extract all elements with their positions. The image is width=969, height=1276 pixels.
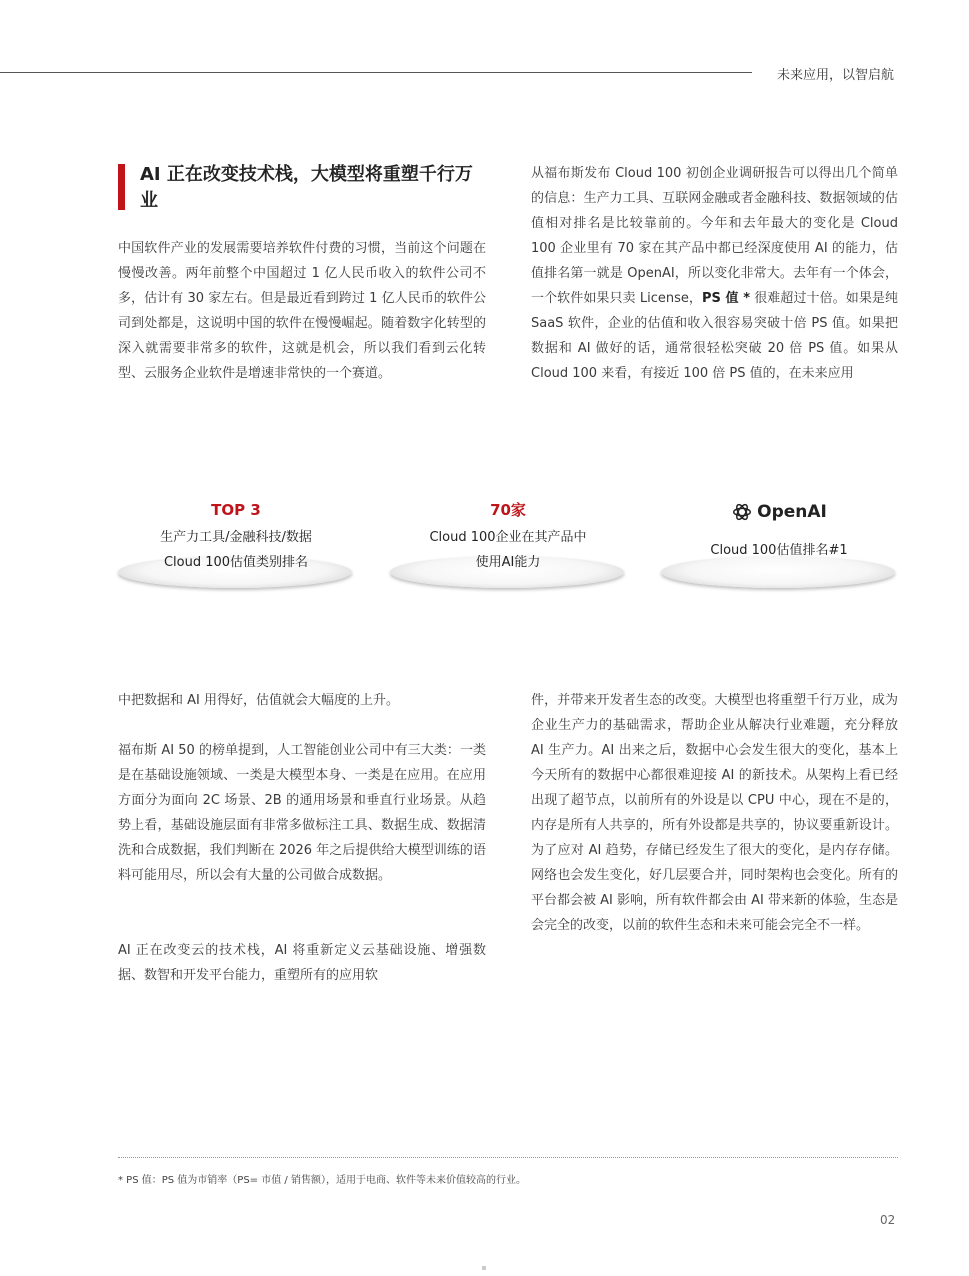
card-line-1: Cloud 100企业在其产品中 [429,530,587,545]
ps-value-term: PS 值 * [702,291,750,306]
openai-logo-icon [731,501,753,523]
highlight-card-70 [388,500,628,590]
footnote-divider [118,1157,898,1158]
left-bottom-paragraph-2: 福布斯 AI 50 的榜单提到，人工智能创业公司中有三大类：一类是在基础设施领域、一类是大模型本身、一类是在应用。在应用方面分为面向 2C 场景、2B 的通用场景和垂直行业场景。从趋势上看，基础设施层面有非常多做标注工具、数据生成、数据清洗和合成数据，我们判断在 2026 年之后提供给大模型训练的语料可能用尽，所以会有大量的公司做合成数据。 [118,743,486,883]
page-marker [482,1266,486,1270]
left-top-paragraph: 中国软件产业的发展需要培养软件付费的习惯，当前这个问题在慢慢改善。两年前整个中国超过 1 亿人民币收入的软件公司不多，估计有 30 家左右。但是最近看到跨过 1 亿人民币的软件公司到处都是，这说明中国的软件在慢慢崛起。随着数字化转型的深入就需要非常多的软件，这就是机会，所以我们看到云化转型、云服务企业软件是增速非常快的一个赛道。 [118,241,486,381]
highlight-card-openai [659,500,899,590]
card-line-1: Cloud 100估值排名#1 [710,543,848,558]
section-title: AI 正在改变技术栈，大模型将重塑千行万业 [140,164,473,211]
header-rule [0,72,752,73]
right-top-text-part1: 从福布斯发布 Cloud 100 初创企业调研报告可以得出几个简单的信息：生产力工具、互联网金融或者金融科技、数据领域的估值相对排名是比较靠前的。今年和去年最大的变化是 Cloud 100 企业里有 70 家在其产品中都已经深度使用 AI 的能力，估值排名第一就是 OpenAI，所以变化非常大。去年有一个体会，一个软件如果只卖 License， [531,166,898,306]
card-heading: 70家 [490,501,526,519]
right-bottom-paragraph: 件，并带来开发者生态的改变。大模型也将重塑千行万业，成为企业生产力的基础需求，帮助企业从解决行业难题，充分释放 AI 生产力。AI 出来之后，数据中心会发生很大的变化，基本上今天所有的数据中心都很难迎接 AI 的新技术。从架构上看已经出现了超节点，以前所有的外设是以 CPU 中心，现在不是的，内存是所有人共享的，所有外设都是共享的，协议要重新设计。为了应对 AI 趋势，存储已经发生了很大的变化，是内存存储。网络也会发生变化，好几层要合并，同时架构也会变化。所有的平台都会被 AI 影响，所有软件都会由 AI 带来新的体验，生态是会完全的改变，以前的软件生态和未来可能会完全不一样。 [531,693,898,933]
right-top-text-part2: 很难超过十倍。如果是纯 SaaS 软件，企业的估值和收入很容易突破十倍 PS 值。如果把数据和 AI 做好的话，通常很轻松突破 20 倍 PS 值。如果从 Cloud 100 来看，有接近 100 倍 PS 值的，在未来应用 [531,291,898,381]
left-bottom-paragraph-1: 中把数据和 AI 用得好，估值就会大幅度的上升。 [118,693,399,708]
card-pedestal [661,556,895,588]
card-line-1: 生产力工具/金融科技/数据 [160,530,312,545]
card-line-2: 使用AI能力 [475,555,541,570]
card-line-2: Cloud 100估值类别排名 [163,555,309,570]
header-tagline: 未来应用，以智启航 [777,68,895,83]
card-heading: TOP 3 [211,501,261,519]
highlight-card-top3 [116,500,356,590]
openai-logo-text: OpenAI [757,502,827,522]
page-number: 02 [880,1213,896,1227]
openai-logo [659,500,899,524]
left-bottom-paragraph-3: AI 正在改变云的技术栈，AI 将重新定义云基础设施、增强数据、数智和开发平台能力，重塑所有的应用软 [118,943,486,983]
footnote: * PS 值：PS 值为市销率（PS= 市值 / 销售额），适用于电商、软件等未来价值较高的行业。 [118,1175,526,1186]
right-top-paragraph [531,161,898,386]
section-title-accent-bar [118,164,125,210]
